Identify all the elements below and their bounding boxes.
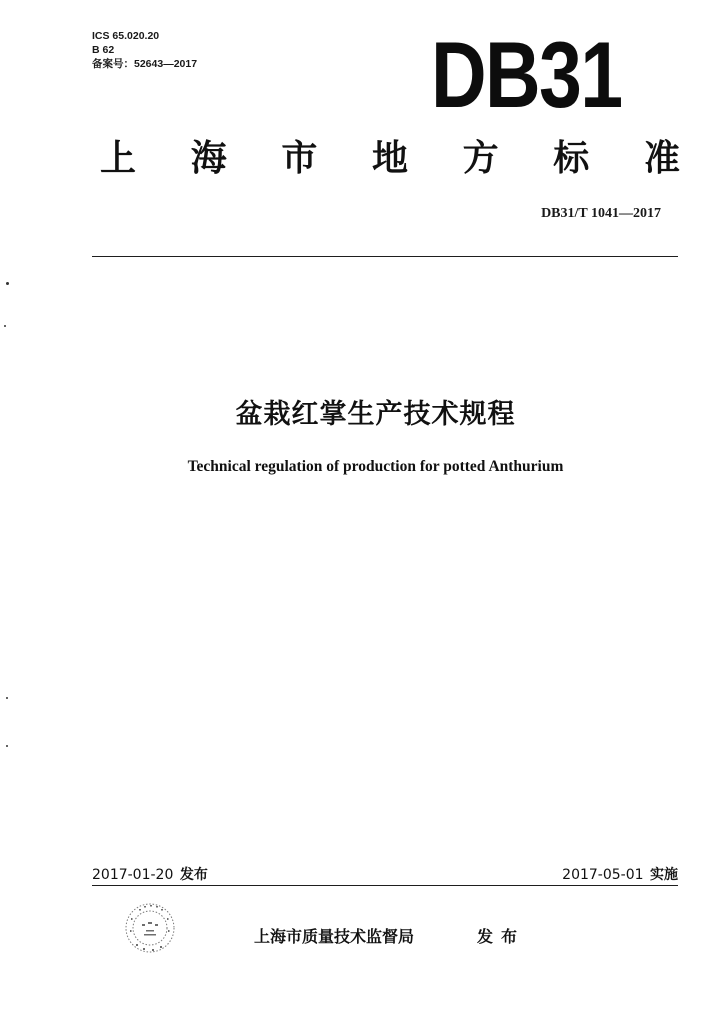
issue-label: 发布	[179, 867, 208, 883]
record-number: 备案号：52643—2017	[92, 58, 198, 70]
classification-block	[92, 29, 197, 71]
implementation-date-line	[562, 864, 678, 884]
category-char: 地	[371, 138, 408, 179]
scan-speck	[4, 325, 6, 327]
publish-label: 发布	[477, 927, 526, 946]
top-divider	[92, 256, 678, 257]
implementation-label: 实施	[650, 867, 678, 883]
category-char: 市	[281, 138, 318, 179]
ccs-code: B 62	[92, 44, 115, 56]
scan-speck	[6, 745, 8, 747]
category-char: 方	[462, 138, 499, 179]
scan-speck	[6, 697, 8, 699]
issue-date-line	[92, 864, 208, 884]
ics-code: ICS 65.020.20	[92, 30, 160, 42]
standard-number: DB31/T 1041—2017	[541, 206, 661, 221]
implementation-date: 2017-05-01	[562, 867, 644, 883]
issue-date: 2017-01-20	[92, 867, 174, 883]
category-char: 上	[100, 138, 137, 179]
scan-speck	[6, 282, 9, 285]
official-seal-icon	[122, 900, 178, 956]
category-char: 海	[190, 138, 227, 179]
document-title-english: Technical regulation of production for potted Anthurium	[187, 458, 564, 475]
db31-logo: DB31	[431, 22, 622, 127]
bottom-divider	[92, 885, 678, 886]
category-char: 准	[643, 138, 680, 179]
document-title-chinese: 盆栽红掌生产技术规程	[235, 399, 516, 430]
publisher-name: 上海市质量技术监督局	[254, 927, 415, 946]
standard-category-title	[100, 138, 680, 180]
category-char: 标	[553, 138, 590, 179]
